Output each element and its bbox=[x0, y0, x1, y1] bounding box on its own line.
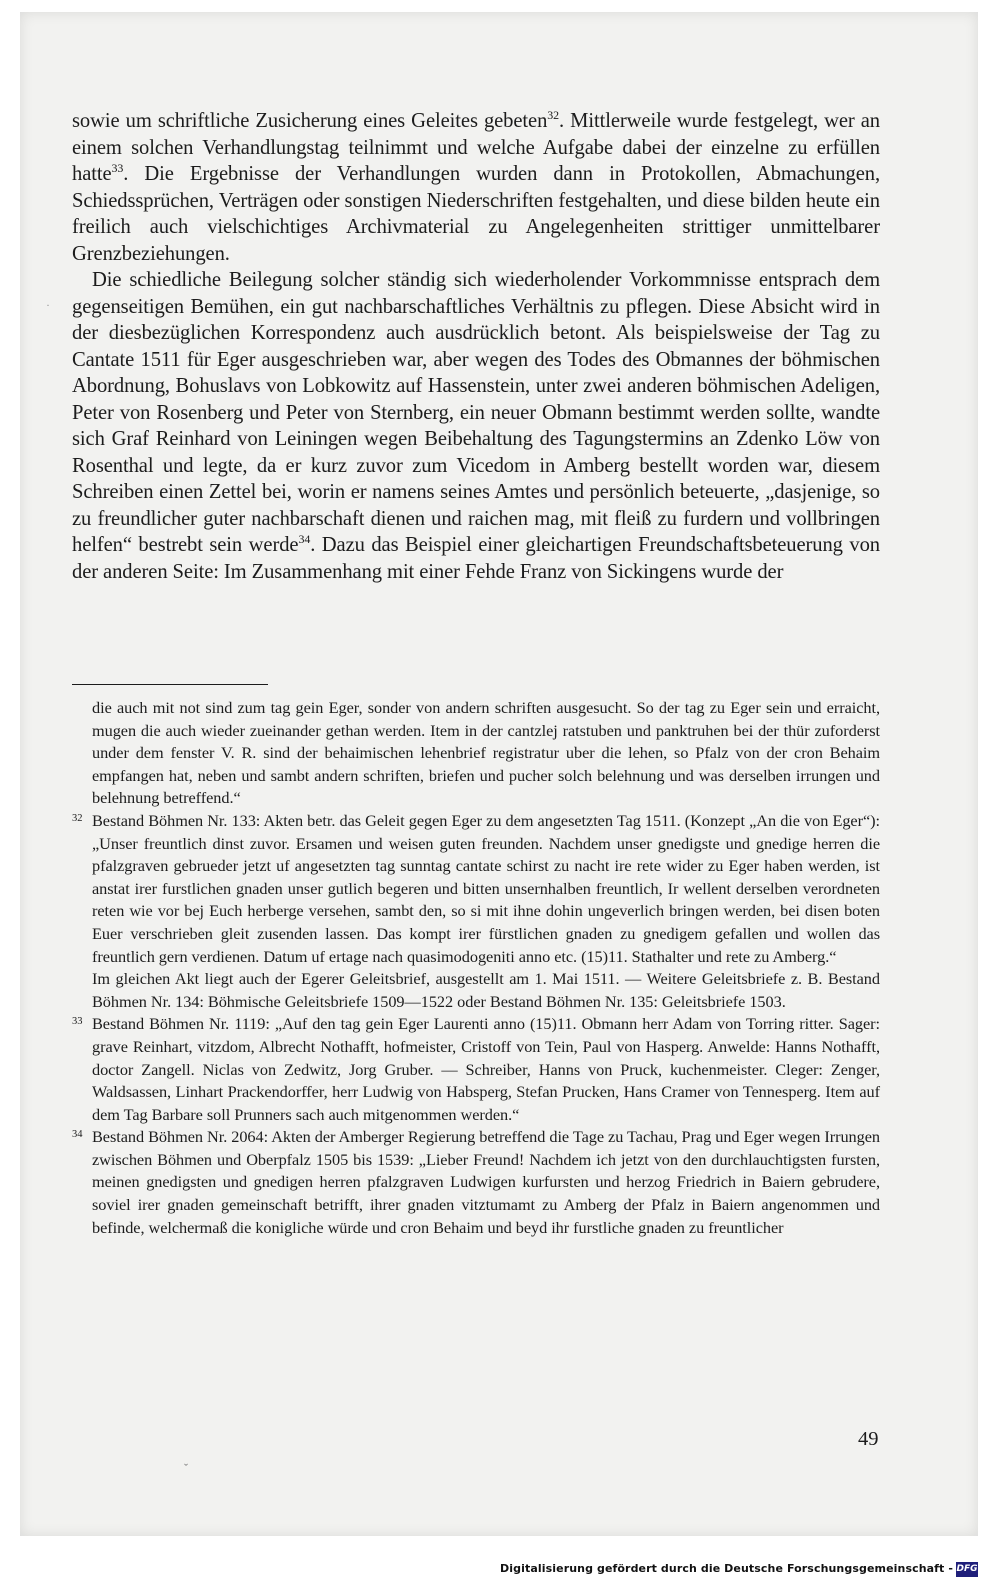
footnote-ref-33[interactable]: 33 bbox=[111, 161, 124, 176]
paragraph-1: sowie um schriftliche Zusicherung eines Geleites gebeten$^{32}$. Mittlerweile wurde festgelegt, wer an einem solchen Verhandlungstag teilnimmt und welche Aufgabe dabei der einzelne zu erfüllen hatte$^{33}$. Die Ergebnisse der Verhandlungen wurden dann in Protokollen, Abmachungen, Schiedssprüchen, Verträgen oder sonstigen Niederschriften festgehalten, und diese bilden heute ein freilich auch vielschichtiges Archivmaterial zu Angelegenheiten strittiger unmittelbarer Grenzbeziehungen. bbox=[72, 108, 880, 265]
paragraph-2: Die schiedliche Beilegung solcher ständig sich wiederholender Vorkommnisse entsprach dem gegenseitigen Bemühen, ein gut nachbarschaftliches Verhältnis zu pflegen. Diese Absicht wird in der diesbezüglichen Korrespondenz auch ausdrücklich betont. Als beispielsweise der Tag zu Cantate 1511 für Eger ausgeschrieben war, aber wegen des Todes des Obmannes der böhmischen Abordnung, Bohuslavs von Lobkowitz auf Hassenstein, unter zwei anderen böhmischen Adeligen, Peter von Rosenberg und Peter von Sternberg, ein neuer Obmann bestimmt werden sollte, wandte sich Graf Reinhard von Leiningen wegen Beibehaltung des Tagungstermins an Zdenko Löw von Rosenthal und legte, da er kurz zuvor zum Vicedom in Amberg bestellt worden war, diesem Schreiben einen Zettel bei, worin er namens seines Amtes und persönlich beteuerte, „dasjenige, so zu freundlicher guter nachbarschaft dienen und raichen mag, mit fleiß zu furdern und vollbringen helfen“ bestrebt sein werde$^{34}$. Dazu das Beispiel einer gleichartigen Freundschaftsbeteuerung von der anderen Seite: Im Zusammenhang mit einer Fehde Franz von Sickingens wurde der bbox=[72, 269, 880, 583]
footnote-number: 33 bbox=[72, 1016, 83, 1028]
dfg-logo[interactable]: DFG bbox=[956, 1562, 978, 1577]
footnote-number: 34 bbox=[72, 1129, 83, 1141]
footnote-number: 32 bbox=[72, 812, 83, 824]
footnotes bbox=[72, 697, 880, 1239]
footnote-text: Bestand Böhmen Nr. 2064: Akten der Amberger Regierung betreffend die Tage zu Tachau, Prag und Eger wegen Irrungen zwischen Böhmen und Oberpfalz 1505 bis 1539: „Lieber Freund! Nachdem ich jetzt von den durchlauchtigsten fursten, meinen gnedigsten und gnedigen herren pfalzgraven Ludwigen kurfursten und herzog Friedrich in Baiern gebrudere, soviel irer gnaden gemeinschaft betrifft, ihrer gnaden vitztumamt zu Amberg der Pfalz in Baiern angenommen und befinde, welchermaß die konigliche würde und cron Behaim und beyd ihr furstliche gnaden zu freuntlicher bbox=[92, 1127, 880, 1237]
footnote-32 bbox=[72, 810, 880, 1013]
footnote-34 bbox=[72, 1126, 880, 1239]
footnote-text-continued: Im gleichen Akt liegt auch der Egerer Geleitsbrief, ausgestellt am 1. Mai 1511. — Weitere Geleitsbriefe z. B. Bestand Böhmen Nr. 134: Böhmische Geleitsbriefe 1509—1522 oder Bestand Böhmen Nr. 135: Geleitsbriefe 1503. bbox=[92, 969, 880, 1011]
footnote-text: Bestand Böhmen Nr. 133: Akten betr. das Geleit gegen Eger zu dem angesetzten Tag 1511. (Konzept „An die von Eger“): „Unser freuntlich dinst zuvor. Ersamen und weisen guten freunden. Nachdem unser gnedigste und gnedige herren die pfalzgraven gebrueder jetzt uf angesetzten tag sunntag cantate schirst zu nacht ire rete wider zu Eger haben werden, ist anstat irer furstlichen gnaden unser gutlich begeren und bitten unsernhalben freuntlich, Ir wellent derselben verordneten reten wie vor bej Euch herberge versehen, sambt den, so si mit ihne dohin ungeverlich bringen werden, bei disen boten Euer verschrieben gleit zusenden lassen. Das kompt irer fürstlichen gnaden zu gnedigem gefallen und wollen das freuntlich gern verdienen. Datum uf ertage nach quasimodogeniti anno etc. (15)11. Stathalter und rete zu Amberg.“ bbox=[92, 810, 880, 966]
footnote-ref-34[interactable]: 34 bbox=[298, 532, 311, 547]
digitization-credit[interactable]: Digitalisierung gefördert durch die Deutsche Forschungsgemeinschaft - bbox=[500, 1562, 953, 1575]
footnote-text: Bestand Böhmen Nr. 1119: „Auf den tag gein Eger Laurenti anno (15)11. Obmann herr Adam von Torring ritter. Sager: grave Reinhart, vitzdom, Albrecht Nothafft, hofmeister, Cristoff von Tein, Paul von Hasperg. Anwelde: Hanns Nothafft, doctor Zangell. Niclas von Zedwitz, Jorg Gruber. — Schreiber, Hanns von Pruck, kuchenmeister. Cleger: Zenger, Waldsassen, Linhart Prackendorffer, herr Ludwig von Habsperg, Stefan Prucken, Hans Cramer von Tennesperg. Item auf dem Tag Barbare soll Prunners sach auch mitgenommen werden.“ bbox=[92, 1014, 880, 1124]
footnote-continuation: die auch mit not sind zum tag gein Eger, sonder von andern schriften ausgesucht. So der tag zu Eger sein und erraicht, mugen die auch wieder zueinander gethan werden. Item in der cantzlej ratstuben und panktruhen bei der thür zuforderst under dem fenster V. R. sind der behaimischen lehenbrief registratur uber die lehen, so Pfalz von der cron Behaim empfangen hat, neben und sambt andern schriften, briefen und pucher solch belehnung und was derselben irrungen und belehnung betreffend.“ bbox=[92, 698, 880, 808]
footnote-divider bbox=[72, 684, 268, 685]
scan-mark: ˇ bbox=[184, 1461, 188, 1475]
footnote-ref-32[interactable]: 32 bbox=[547, 108, 560, 123]
page-number: 49 bbox=[858, 1428, 879, 1450]
scan-speck: · bbox=[46, 298, 50, 312]
main-text bbox=[72, 108, 880, 585]
footnote-33 bbox=[72, 1013, 880, 1126]
